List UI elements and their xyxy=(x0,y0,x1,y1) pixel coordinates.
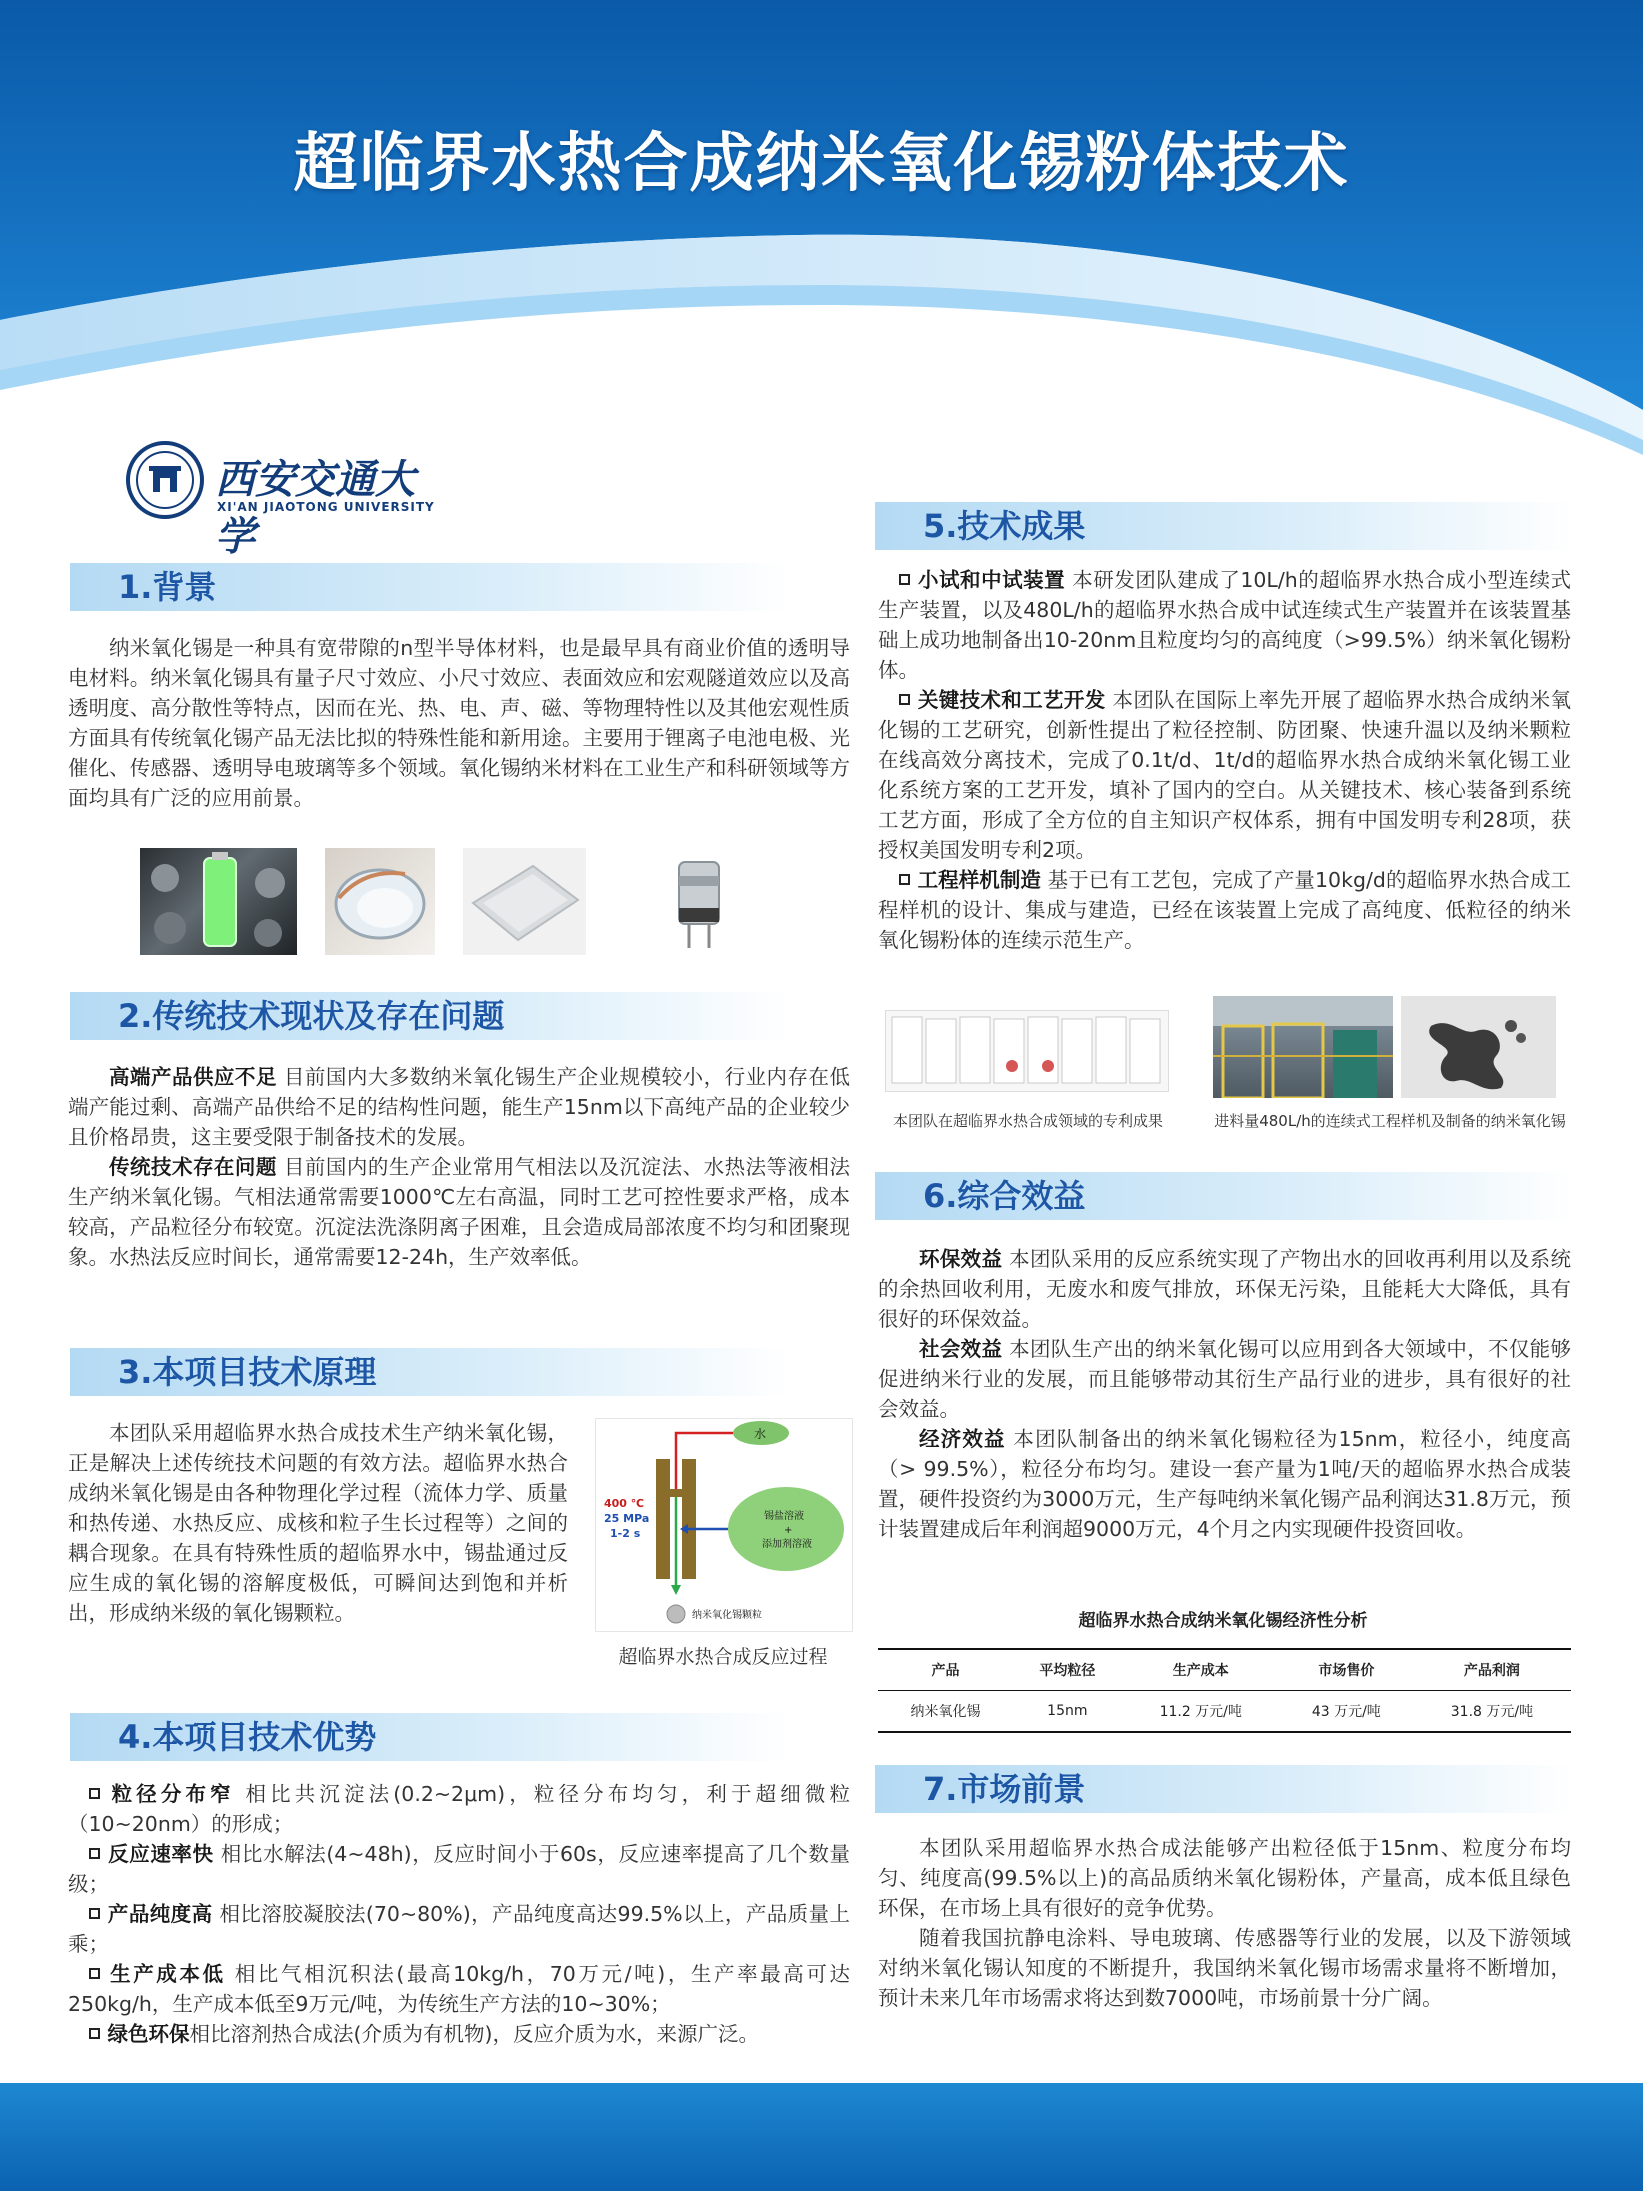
checkbox-icon xyxy=(89,1788,100,1799)
result-item xyxy=(878,865,1571,955)
diagram-salt-solution: 锡盐溶液 xyxy=(764,1511,804,1522)
patents-caption: 本团队在超临界水热合成领域的专利成果 xyxy=(892,1112,1163,1130)
col-profit: 产品利润 xyxy=(1463,1663,1520,1679)
tem-image xyxy=(1401,996,1556,1098)
petri-dish-icon xyxy=(325,848,435,955)
supply-text: 目前国内大多数纳米氧化锡生产企业规模较小，行业内存在低端产能过剩、高端产品供给不足的结构性问题，能生产15nm以下高纯产品的企业较少且价格昂贵，这主要受限于制备技术的发展。 xyxy=(68,1065,851,1149)
section-7-header: 7.市场前景 xyxy=(875,1765,1575,1813)
reaction-process-diagram xyxy=(596,1419,852,1631)
advantage-heading: 生产成本低 xyxy=(107,1962,226,1986)
result-heading: 关键技术和工艺开发 xyxy=(917,688,1106,712)
checkbox-icon xyxy=(89,1908,100,1919)
supply-heading: 高端产品供应不足 xyxy=(109,1065,277,1089)
tech-problem-paragraph xyxy=(68,1152,850,1272)
col-product: 产品 xyxy=(931,1663,960,1679)
supply-paragraph xyxy=(68,1062,850,1152)
econ-benefit-text: 本团队制备出的纳米氧化锡粒径为15nm，粒径小，纯度高（> 99.5%），粒径分布均匀。建设一套产量为1吨/天的超临界水热合成装置，硬件投资约为3000万元，生产每吨纳米氧化锡产品利润达31.8万元，预计装置建成后年利润超9000万元，4个月之内实现硬件投资回收。 xyxy=(878,1427,1571,1541)
university-name-cn: 西安交通大学 xyxy=(215,456,415,560)
diagram-temp: 400 ℃ xyxy=(604,1497,645,1510)
market-paragraph-1: 本团队采用超临界水热合成法能够产出粒径低于15nm、粒度分布均匀、纯度高(99.5%以上)的高品质纳米氧化锡粉体，产量高，成本低且绿色环保，在市场上具有很好的竞争优势。 xyxy=(878,1836,1571,1920)
result-text: 本研发团队建成了10L/h的超临界水热合成小型连续式生产装置，以及480L/h的超临界水热合成中试连续式生产装置并在该装置基础上成功地制备出10-20nm且粒度均匀的高纯度（>99.5%）纳米氧化锡粉体。 xyxy=(878,568,1572,682)
result-text: 基于已有工艺包，完成了产量10kg/d的超临界水热合成工程样机的设计、集成与建造，已经在该装置上完成了高纯度、低粒径的纳米氧化锡粉体的连续示范生产。 xyxy=(878,868,1572,952)
nanoparticle-micrograph-icon xyxy=(1401,996,1556,1098)
advantage-heading: 产品纯度高 xyxy=(107,1902,213,1926)
header-background xyxy=(0,0,1643,480)
advantage-text: 相比溶剂热合成法(介质为有机物)，反应介质为水，来源广泛。 xyxy=(189,2022,759,2046)
econ-benefit-heading: 经济效益 xyxy=(919,1427,1006,1451)
social-benefit-text: 本团队生产出的纳米氧化锡可以应用到各大领域中，不仅能够促进纳米行业的发展，而且能够带动其衍生产品行业的进步，具有很好的社会效益。 xyxy=(878,1337,1572,1421)
principle-paragraph: 本团队采用超临界水热合成技术生产纳米氧化锡，正是解决上述传统技术问题的有效方法。超临界水热合成纳米氧化锡是由各种物理化学过程（流体力学、质量和热传递、水热反应、成核和粒子生长过程等）之间的耦合现象。在具有特殊性质的超临界水中，锡盐通过反应生成的氧化锡的溶解度极低，可瞬间达到饱和并析出，形成纳米级的氧化锡颗粒。 xyxy=(68,1421,568,1625)
reaction-caption: 超临界水热合成反应过程 xyxy=(618,1646,828,1668)
section-3-body xyxy=(68,1418,568,1628)
advantage-text: 相比气相沉积法(最高10kg/h，70万元/吨)，生产率最高可达250kg/h，生产成本低至9万元/吨，为传统生产方法的10~30%； xyxy=(68,1962,851,2016)
section-2-header: 2.传统技术现状及存在问题 xyxy=(70,992,790,1040)
advantage-item xyxy=(68,1839,850,1899)
cell-cost: 11.2 万元/吨 xyxy=(1159,1704,1242,1720)
diagram-water-label: 水 xyxy=(754,1427,767,1441)
col-size: 平均粒径 xyxy=(1039,1663,1096,1679)
diagram-plus: + xyxy=(784,1525,793,1536)
advantage-item xyxy=(68,1959,850,2019)
section-6-body xyxy=(878,1244,1571,1544)
advantage-heading: 反应速率快 xyxy=(107,1842,214,1866)
econ-table xyxy=(878,1648,1571,1733)
env-benefit-paragraph xyxy=(878,1244,1571,1334)
glass-plate-icon xyxy=(463,848,586,955)
section-6-header: 6.综合效益 xyxy=(875,1172,1575,1220)
section-5-header: 5.技术成果 xyxy=(875,502,1575,550)
pilot-plant-icon xyxy=(1213,996,1393,1098)
section-2-body xyxy=(68,1062,850,1272)
econ-table-title: 超临界水热合成纳米氧化锡经济性分析 xyxy=(1078,1611,1368,1631)
pilot-plant-image xyxy=(1213,996,1393,1098)
glass-plate-image xyxy=(463,848,586,955)
checkbox-icon xyxy=(899,694,910,705)
patents-image xyxy=(885,1010,1169,1092)
col-cost: 生产成本 xyxy=(1172,1663,1229,1679)
battery-icon xyxy=(140,848,297,955)
result-heading: 工程样机制造 xyxy=(917,868,1041,892)
env-benefit-heading: 环保效益 xyxy=(919,1247,1003,1271)
cell-size: 15nm xyxy=(1047,1703,1088,1719)
checkbox-icon xyxy=(89,1968,100,1979)
market-paragraph-2: 随着我国抗静电涂料、导电玻璃、传感器等行业的发展，以及下游领域对纳米氧化锡认知度的不断提升，我国纳米氧化锡市场需求量将不断增加，预计未来几年市场需求将达到数7000吨，市场前景十分广阔。 xyxy=(878,1926,1571,2010)
section-7-body xyxy=(878,1833,1571,2013)
section-1-body xyxy=(68,633,850,813)
advantage-heading: 绿色环保 xyxy=(107,2022,190,2046)
advantage-heading: 粒径分布窄 xyxy=(107,1782,235,1806)
diagram-additive-solution: 添加剂溶液 xyxy=(762,1539,812,1550)
advantage-item xyxy=(68,1899,850,1959)
sensor-image xyxy=(617,848,780,955)
background-paragraph: 纳米氧化锡是一种具有宽带隙的n型半导体材料，也是最早具有商业价值的透明导电材料。纳米氧化锡具有量子尺寸效应、小尺寸效应、表面效应和宏观隧道效应以及高透明度、高分散性等特点，因而在光、热、电、声、磁、等物理特性以及其他宏观性质方面具有传统氧化锡产品无法比拟的特殊性能和新用途。主要用于锂离子电池电极、光催化、传感器、透明导电玻璃等多个领域。氧化锡纳米材料在工业生产和科研领域等方面均具有广泛的应用前景。 xyxy=(68,636,850,810)
tech-problem-heading: 传统技术存在问题 xyxy=(109,1155,277,1179)
checkbox-icon xyxy=(89,2028,100,2039)
cell-profit: 31.8 万元/吨 xyxy=(1450,1704,1534,1720)
result-item xyxy=(878,565,1571,685)
university-name-en: XI'AN JIAOTONG UNIVERSITY xyxy=(217,500,435,514)
gas-sensor-icon xyxy=(617,848,780,955)
section-4-list xyxy=(68,1779,850,2049)
poster-title: 超临界水热合成纳米氧化锡粉体技术 xyxy=(293,127,1350,201)
advantage-text: 相比水解法(4~48h)，反应时间小于60s，反应速率提高了几个数量级； xyxy=(68,1842,851,1896)
checkbox-icon xyxy=(899,574,910,585)
battery-image xyxy=(140,848,297,955)
econ-table-header-row xyxy=(878,1649,1571,1691)
advantage-item xyxy=(68,2019,850,2049)
econ-benefit-paragraph xyxy=(878,1424,1571,1544)
cell-product: 纳米氧化锡 xyxy=(910,1704,981,1720)
university-logo xyxy=(125,440,445,560)
section-3-header: 3.本项目技术原理 xyxy=(70,1348,790,1396)
result-heading: 小试和中试装置 xyxy=(917,568,1066,592)
advantage-text: 相比共沉淀法(0.2~2μm)，粒径分布均匀，利于超细微粒（10~20nm）的形成； xyxy=(68,1782,850,1836)
pilot-plant-caption: 进料量480L/h的连续式工程样机及制备的纳米氧化锡 xyxy=(1214,1112,1566,1130)
checkbox-icon xyxy=(89,1848,100,1859)
result-item xyxy=(878,685,1571,865)
result-text: 本团队在国际上率先开展了超临界水热合成纳米氧化锡的工艺研究，创新性提出了粒径控制、防团聚、快速升温以及纳米颗粒在线高效分离技术，完成了0.1t/d、1t/d的超临界水热合成纳米氧化锡工业化系统方案的工艺开发，填补了国内的空白。从关键技术、核心装备到系统工艺方面，形成了全方位的自主知识产权体系，拥有中国发明专利28项，获授权美国发明专利2项。 xyxy=(878,688,1572,862)
diagram-time: 1-2 s xyxy=(610,1527,641,1540)
advantage-text: 相比溶胶凝胶法(70~80%)，产品纯度高达99.5%以上，产品质量上乘； xyxy=(68,1902,851,1956)
section-4-header: 4.本项目技术优势 xyxy=(70,1713,790,1761)
section-1-header: 1.背景 xyxy=(70,563,790,611)
diagram-product: 纳米氧化锡颗粒 xyxy=(692,1610,762,1621)
table-row xyxy=(878,1691,1571,1733)
social-benefit-heading: 社会效益 xyxy=(919,1337,1003,1361)
university-emblem-icon xyxy=(125,440,205,520)
social-benefit-paragraph xyxy=(878,1334,1571,1424)
diagram-pressure: 25 MPa xyxy=(604,1512,650,1525)
patent-documents-icon xyxy=(886,1011,1168,1091)
advantage-item xyxy=(68,1779,850,1839)
powder-dish-image xyxy=(325,848,435,955)
cell-price: 43 万元/吨 xyxy=(1311,1704,1381,1720)
tech-problem-text: 目前国内的生产企业常用气相法以及沉淀法、水热法等液相法生产纳米氧化锡。气相法通常需要1000℃左右高温，同时工艺可控性要求严格，成本较高，产品粒径分布较宽。沉淀法洗涤阴离子困难，且会造成局部浓度不均匀和团聚现象。水热法反应时间长，通常需要12-24h，生产效率低。 xyxy=(68,1155,851,1269)
col-price: 市场售价 xyxy=(1318,1663,1375,1679)
footer-bar xyxy=(0,2083,1643,2191)
env-benefit-text: 本团队采用的反应系统实现了产物出水的回收再利用以及系统的余热回收利用，无废水和废气排放，环保无污染，且能耗大大降低，具有很好的环保效益。 xyxy=(878,1247,1572,1331)
checkbox-icon xyxy=(899,874,910,885)
section-5-list xyxy=(878,565,1571,955)
reaction-diagram xyxy=(595,1418,853,1632)
